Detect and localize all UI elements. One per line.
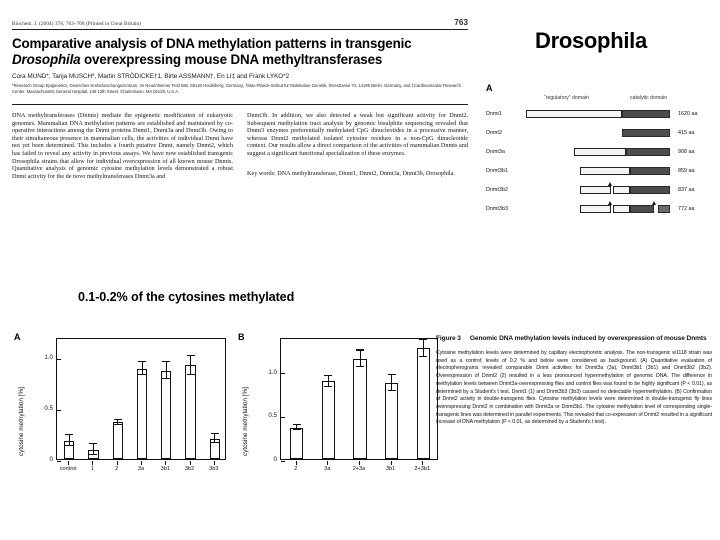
error-bar-cap	[65, 434, 73, 435]
x-axis-tick-mark	[92, 461, 93, 465]
catalytic-segment	[630, 186, 670, 194]
abstract-column-right	[247, 112, 468, 180]
dnmt-name: Dnmt3b1	[486, 167, 508, 174]
dnmt-name: Dnmt3b2	[486, 186, 508, 193]
bar	[385, 383, 398, 459]
error-bar-cap	[293, 429, 301, 430]
error-bar-cap	[324, 386, 332, 387]
figure-title: Genomic DNA methylation levels induced by overexpression of mouse Dnmts	[469, 335, 707, 342]
deletion-marker-icon	[608, 182, 612, 186]
dnmt-row	[486, 104, 714, 123]
y-axis-tick-label: 1.0	[44, 354, 53, 362]
chart-a-panel-letter: A	[14, 332, 21, 342]
catalytic-segment	[622, 129, 670, 137]
catalytic-segment-tail	[658, 205, 670, 213]
journal-page-number: 763	[454, 18, 468, 27]
x-axis-tick-label: 3b1	[385, 466, 396, 472]
paper-abstract	[12, 112, 468, 180]
error-bar-cap	[356, 366, 364, 367]
error-bar-cap	[114, 424, 122, 425]
bar	[113, 422, 123, 459]
bar	[417, 348, 430, 459]
dnmt-length: 837 aa	[678, 186, 695, 193]
chart-a-y-axis-label: cytosine methylation [%]	[18, 387, 25, 456]
chart-b-panel-letter: B	[238, 332, 245, 342]
header-rule	[12, 29, 468, 30]
x-axis-tick-label: 2+3b1	[414, 466, 431, 472]
dnmt-name: Dnmt3b3	[486, 205, 508, 212]
paper-title-line1: Comparative analysis of DNA methylation patterns in transgenic	[12, 36, 412, 51]
x-axis-tick-mark	[141, 461, 142, 465]
dnmt-domain-track	[526, 205, 670, 213]
paper-affiliations: *Research Group Epigenetics, Deutsches Krebsforschungszentrum, Im Neuenheimer Feld 580, 69120 Heidelberg, Germany, †Max-Planck-Institut für Molekulare Genetik, Ihnestrasse 73, 14195 Berlin, Germany, and ‡Cardiovascular Research Center, Massachusetts General Hospital, 149 13th Street, Charlestown, MA 02129, U.S.A.	[12, 83, 461, 94]
dnmt-name: Dnmt3a	[486, 148, 505, 155]
chart-b-plot-area	[280, 338, 438, 460]
x-axis-tick-label: control	[59, 466, 77, 472]
abstract-right-text: Dnmt3b. In addition, we also detected a weak but significant activity for Dnmt2. Subsequent methylation tract analysis by genomic bisulphite sequencing revealed that Dnmt3 enzymes preferentially methylated CpG dinucleotides in a processive manner, whereas Dnmt2 methylated isolated cytosine residues in a non-CpG dinucleotide context. Our results allow a direct comparison of the activities of mammalian Dnmts and suggest a significant functional specialization of these enzymes.	[247, 112, 468, 157]
x-axis-tick-mark	[117, 461, 118, 465]
slide-callout-text: 0.1-0.2% of the cytosines methylated	[78, 290, 295, 304]
dnmt-domain-track	[526, 129, 670, 137]
x-axis-tick-label: 1	[90, 466, 94, 472]
domain-column-headers	[486, 93, 714, 104]
figure-caption-body: Cytosine methylation levels were determined by capillary electrophoretic analysis. The non-transgenic w1118 strain was used as a control; levels of 0.2 % and below were considered as background. (A) Quantitative evaluation of electropherograms revealed comparable Dnmt activities for Dnmt3a (3a), Dnmt3b1 (3b1) and Dnmt3b2 (3b2). Overexpression of Dnmt2 (2) resulted in a less pronounced hypermethylation of genomic DNA. The difference in methylation levels between Dnmt3a-overexpressing flies and control flies was found to be highly significant (P < 0.01), as determined by a Student's t test. Dnmt1 (1) and Dnmt3b3 (3b3) caused no detectable hypermethylation. (B) Confirmation of Dnmt2 activity in double-transgenic flies. Cytosine methylation levels were determined in double-transgenic fly lines overexpressing Dnmt2 in combination with Dnmt3a or Dnmt3b1. The cytosine methylation level of corresponding single-transgenic lines was determined in parallel experiments. This revealed that co-expression of Dnmt2 resulted in a significant increase of DNA methylation (P < 0.01, as determined by a Student's t test).	[436, 350, 712, 426]
x-axis-tick-mark	[422, 461, 423, 465]
y-axis-tick-label: 0	[273, 456, 277, 463]
deletion-marker-icon	[608, 201, 612, 205]
dnmt-name: Dnmt1	[486, 110, 502, 117]
bar	[185, 365, 195, 459]
deletion-slit	[610, 205, 614, 213]
error-bar-cap	[211, 442, 219, 443]
x-axis-tick-mark	[68, 461, 69, 465]
dnmt-domain-track	[526, 110, 670, 118]
abstract-column-left: DNA methyltransferases (Dnmts) mediate the epigenetic modification of eukaryotic genomes. Mammalian DNA methylation patterns are established and maintained by co-operative interactions among the Dnmt proteins Dnmt1, Dnmt3a and Dnmt3b. Owing to their simultaneous presence in mammalian cells, the activities of individual Dnmt have not yet been determined. This includes a fourth putative Dnmt, namely Dnmt2, which has failed to reveal any activity in previous assays. We have now established transgenic Drosophila strains that allow for individual overexpression of all known mouse Dnmts. Quantitative analysis of genomic cytosine methylation levels demonstrated a robust Dnmt activity for the de novo methyltransferases Dnmt3a and	[12, 112, 233, 180]
dnmt-domain-figure	[486, 83, 714, 218]
chart-b-y-axis-label: cytosine methylation [%]	[242, 387, 249, 456]
error-bar-cap	[388, 374, 396, 375]
paper-authors: Cora MUND*, Tanja MUSCH*, Martin STRÖDICKE†1, Birte ASSMANN†, En LI‡ and Frank LYKO*2	[12, 73, 290, 80]
bar	[137, 369, 147, 459]
paper-title	[12, 36, 468, 67]
y-axis-tick-mark	[57, 359, 61, 360]
error-bar-cap	[211, 433, 219, 434]
regulatory-segment	[580, 186, 630, 194]
y-axis-tick-label: 0	[49, 456, 53, 463]
bar	[290, 428, 303, 459]
x-axis-tick-label: 3a	[324, 466, 331, 472]
dnmt-row	[486, 123, 714, 142]
regulatory-domain-label: “regulatory” domain	[544, 95, 589, 101]
dnmt-row	[486, 180, 714, 199]
error-bar	[360, 351, 361, 368]
abstract-rule	[12, 104, 468, 105]
error-bar-cap	[356, 349, 364, 350]
x-axis-tick-label: 3b2	[184, 466, 195, 472]
dnmt-length: 859 aa	[678, 167, 695, 174]
slide-heading: Drosophila	[535, 28, 647, 53]
dnmt-length: 1620 aa	[678, 110, 698, 117]
error-bar-cap	[138, 374, 146, 375]
dnmt-row	[486, 161, 714, 180]
x-axis-tick-mark	[359, 461, 360, 465]
y-axis-tick-label: 0.5	[44, 405, 53, 413]
catalytic-segment	[622, 110, 670, 118]
x-axis-tick-mark	[391, 461, 392, 465]
error-bar-cap	[89, 454, 97, 455]
bar	[161, 371, 171, 459]
x-axis-tick-label: 3a	[137, 466, 145, 472]
x-axis-tick-label: 2	[294, 466, 298, 472]
x-axis-tick-mark	[327, 461, 328, 465]
y-axis-tick-mark	[57, 410, 61, 411]
y-axis-tick-label: 0.5	[268, 412, 277, 420]
error-bar-cap	[162, 361, 170, 362]
y-axis-tick-mark	[281, 417, 285, 418]
regulatory-segment	[526, 110, 622, 118]
regulatory-segment	[574, 148, 626, 156]
catalytic-domain-label: catalytic domain	[630, 95, 668, 101]
catalytic-segment	[630, 167, 670, 175]
y-axis-tick-mark	[281, 461, 285, 462]
x-axis-tick-label: 3b3	[209, 466, 219, 472]
error-bar	[190, 356, 191, 374]
error-bar-cap	[114, 419, 122, 420]
domain-panel-letter: A	[486, 83, 493, 93]
figure-caption-block	[436, 334, 712, 427]
error-bar	[391, 375, 392, 391]
x-axis-tick-mark	[296, 461, 297, 465]
regulatory-segment	[580, 167, 630, 175]
catalytic-segment	[630, 205, 654, 213]
dnmt-domain-track	[526, 148, 670, 156]
error-bar	[423, 340, 424, 357]
error-bar	[166, 362, 167, 378]
y-axis-tick-label: 1.0	[268, 368, 277, 376]
x-axis-tick-mark	[190, 461, 191, 465]
abstract-keywords: Key words: DNA methyltransferase, Dnmt1, Dnmt2, Dnmt3a, Dnmt3b, Drosophila.	[247, 169, 455, 177]
journal-citation: Biochem. J. (2004) 378, 763–768 (Printed in Great Britain)	[12, 21, 141, 27]
x-axis-tick-label: 2+3a	[352, 466, 366, 472]
error-bar-cap	[388, 390, 396, 391]
paper-title-italic: Drosophila	[12, 51, 81, 67]
paper-title-line2: overexpressing mouse DNA methyltransferases	[80, 51, 383, 67]
y-axis-tick-mark	[57, 461, 61, 462]
error-bar-cap	[89, 443, 97, 444]
error-bar-cap	[187, 374, 195, 375]
bar	[353, 359, 366, 459]
catalytic-segment	[626, 148, 670, 156]
deletion-marker-icon	[652, 201, 656, 205]
bar	[322, 381, 335, 459]
error-bar-cap	[187, 355, 195, 356]
dnmt-domain-track	[526, 167, 670, 175]
error-bar-cap	[65, 445, 73, 446]
error-bar-cap	[324, 375, 332, 376]
scanned-paper-header	[12, 18, 468, 180]
dnmt-length: 415 aa	[678, 129, 695, 136]
x-axis-tick-label: 3b1	[160, 466, 170, 472]
deletion-slit	[610, 186, 614, 194]
y-axis-tick-mark	[281, 373, 285, 374]
dnmt-row	[486, 142, 714, 161]
figure-number: Figure 3	[436, 335, 461, 342]
dnmt-domain-track	[526, 186, 670, 194]
dnmt-length: 772 aa	[678, 205, 695, 212]
x-axis-tick-mark	[165, 461, 166, 465]
x-axis-tick-mark	[214, 461, 215, 465]
dnmt-row	[486, 199, 714, 218]
dnmt-length: 908 aa	[678, 148, 695, 155]
regulatory-segment	[580, 205, 630, 213]
figure-caption-heading	[436, 334, 712, 343]
x-axis-tick-label: 2	[115, 466, 119, 472]
error-bar-cap	[138, 361, 146, 362]
journal-reference-line	[12, 18, 468, 29]
chart-a-plot-area	[56, 338, 226, 460]
error-bar-cap	[162, 378, 170, 379]
error-bar-cap	[293, 424, 301, 425]
error-bar-cap	[419, 356, 427, 357]
dnmt-name: Dnmt2	[486, 129, 502, 136]
error-bar-cap	[419, 339, 427, 340]
